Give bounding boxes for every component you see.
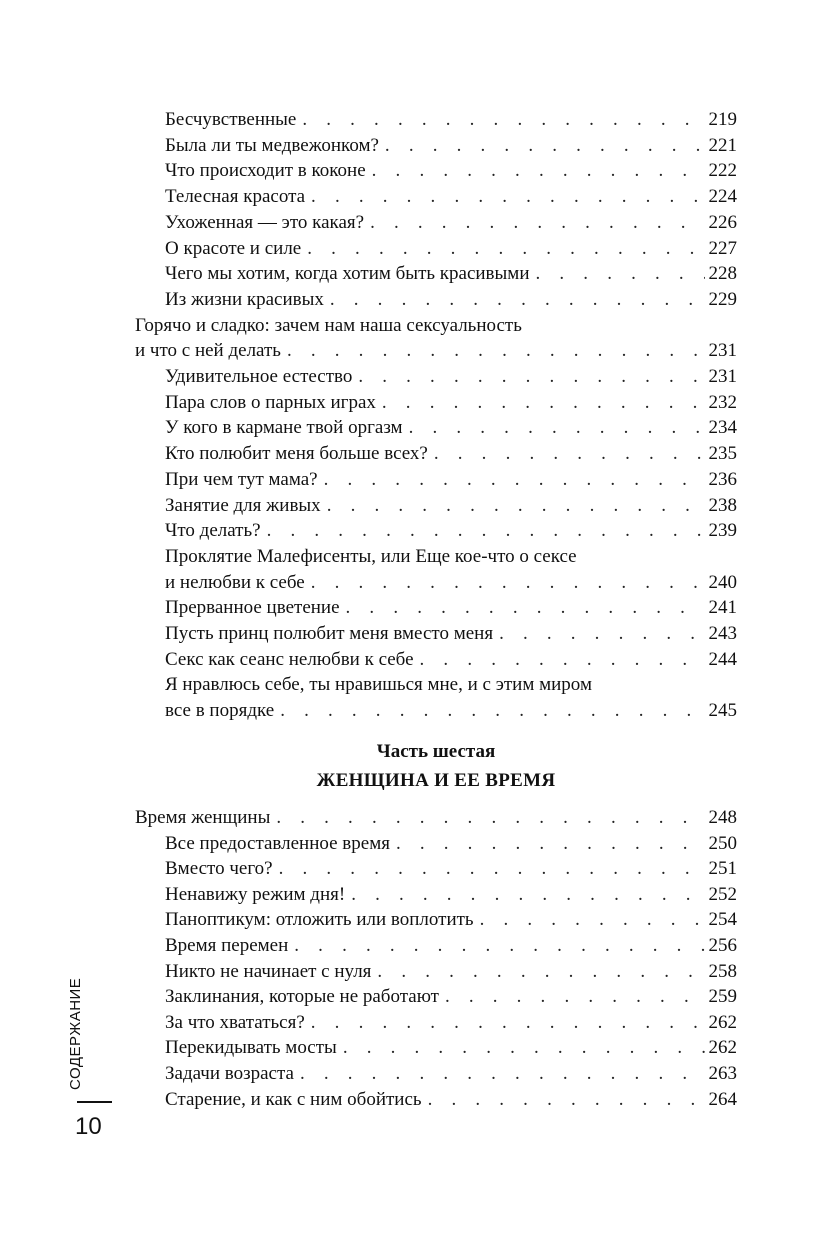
toc-entry[interactable] [165, 933, 737, 958]
toc-entry[interactable] [165, 236, 737, 261]
dot-leader [267, 518, 705, 543]
dot-leader [377, 959, 704, 984]
running-section-label: СОДЕРЖАНИЕ [67, 977, 84, 1090]
toc-entry-title: Пусть принц полюбит меня вместо меня [165, 623, 494, 644]
toc-entry-page: 221 [708, 134, 737, 156]
toc-entry-page: 239 [708, 520, 737, 542]
toc-entry-title: Все предоставленное время [165, 832, 390, 854]
toc-entry-title-line2: все в порядке [165, 700, 275, 722]
toc-chapter-entry[interactable] [135, 314, 737, 363]
toc-entry[interactable] [165, 441, 737, 466]
toc-entry-title: За что хвататься? [165, 1011, 305, 1033]
toc-entry-title: Удивительное естество [165, 366, 353, 387]
dot-leader [311, 184, 704, 209]
toc-entry-title-line2: и что с ней делать [135, 340, 281, 362]
dot-leader [294, 933, 704, 958]
dot-leader [445, 984, 705, 1009]
toc-entry[interactable] [165, 390, 737, 415]
toc-entry-title: У кого в кармане твой оргазм [165, 417, 403, 439]
toc-entry[interactable] [165, 831, 737, 856]
dot-leader [434, 441, 705, 466]
dot-leader [346, 595, 705, 620]
toc-entry[interactable] [165, 415, 737, 440]
toc-entry-page: 259 [708, 986, 737, 1008]
toc-entry-title: Что происходит в коконе [165, 160, 366, 182]
toc-entry-page: 263 [708, 1063, 737, 1084]
toc-entry-page: 245 [708, 700, 737, 722]
dot-leader [276, 805, 704, 830]
toc-entry-page: 219 [708, 109, 737, 130]
toc-entry-title: Кто полюбит меня больше всех? [165, 443, 428, 465]
toc-entry[interactable] [165, 1061, 737, 1086]
toc-entry-title: Паноптикум: отложить или воплотить [165, 909, 474, 931]
toc-entry-title: Секс как сеанс нелюбви к себе [165, 648, 414, 670]
toc-entry[interactable] [165, 261, 737, 286]
toc-entry-title: Заклинания, которые не работают [165, 986, 439, 1008]
toc-chapter-entry[interactable] [135, 805, 737, 830]
dot-leader [499, 621, 704, 646]
dot-leader [409, 415, 705, 440]
toc-entry-page: 258 [708, 960, 737, 982]
toc-entry-page: 241 [708, 597, 737, 619]
toc-entry-title: Время женщины [135, 807, 271, 828]
dot-leader [302, 107, 704, 132]
toc-entry-page: 236 [708, 468, 737, 490]
toc-entry[interactable] [165, 133, 737, 158]
toc-entry-title: Телесная красота [165, 186, 306, 208]
toc-entry[interactable] [165, 518, 737, 543]
toc-entry-title: Время перемен [165, 935, 289, 956]
footer-rule [77, 1101, 112, 1103]
toc-entry-title: Старение, и как с ним обойтись [165, 1088, 422, 1110]
toc-entry-title: Чего мы хотим, когда хотим быть красивыми [165, 263, 530, 285]
toc-entry-page: 250 [708, 832, 737, 854]
dot-leader [536, 261, 705, 286]
toc-entry-page: 262 [708, 1011, 737, 1033]
toc-entry-page: 228 [708, 263, 737, 285]
toc-entry-title: Перекидывать мосты [165, 1037, 337, 1059]
toc-entry-page: 234 [708, 417, 737, 439]
toc-entry[interactable] [165, 1035, 737, 1060]
dot-leader [279, 856, 705, 881]
toc-entry-page: 251 [708, 858, 737, 880]
toc-entry-title-line1: Я нравлюсь себе, ты нравишься мне, и с этим миром [165, 674, 592, 696]
toc-entry-page: 240 [708, 571, 737, 593]
toc-entry-title: Ухоженная — это какая? [165, 211, 365, 233]
toc-entry[interactable] [165, 545, 737, 595]
toc-entry-page: 226 [708, 211, 737, 233]
toc-entry[interactable] [165, 1010, 737, 1035]
toc-entry-page: 256 [708, 935, 737, 956]
toc-entry-title-line1: Проклятие Малефисенты, или Еще кое-что о сексе [165, 545, 577, 567]
toc-entry-page: 222 [708, 160, 737, 182]
toc-entry-title: Занятие для живых [165, 494, 321, 516]
toc-entry-title: Была ли ты медвежонком? [165, 134, 379, 156]
toc-entry[interactable] [165, 493, 737, 518]
toc-entry-title: Задачи возраста [165, 1063, 294, 1084]
toc-entry[interactable] [165, 287, 737, 312]
toc-entry-title: Вместо чего? [165, 858, 273, 880]
dot-leader [330, 287, 705, 312]
toc-entry[interactable] [165, 984, 737, 1009]
dot-leader [311, 1010, 705, 1035]
dot-leader [300, 1061, 705, 1086]
dot-leader [358, 364, 704, 389]
toc-entry-page: 252 [708, 883, 737, 905]
toc-entry-title: О красоте и силе [165, 237, 302, 259]
toc-entry-page: 254 [708, 909, 737, 931]
toc-entry[interactable] [165, 1087, 737, 1112]
dot-leader [480, 907, 705, 932]
dot-leader [428, 1087, 705, 1112]
toc-entry-page: 244 [708, 648, 737, 670]
toc-entry-title-line2: и нелюбви к себе [165, 571, 305, 593]
toc-entry[interactable] [165, 959, 737, 984]
toc-entry-title: Бесчувственные [165, 109, 297, 130]
toc-entry[interactable] [165, 184, 737, 209]
toc-entry-page: 231 [708, 340, 737, 362]
toc-entry[interactable] [165, 364, 737, 389]
toc-entry-page: 231 [708, 366, 737, 387]
toc-entry-title: Никто не начинает с нуля [165, 960, 372, 982]
toc-entry-title: При чем тут мама? [165, 468, 318, 490]
toc-entry[interactable] [165, 647, 737, 672]
toc-entry[interactable] [165, 210, 737, 235]
dot-leader [372, 158, 705, 183]
toc-entry[interactable] [165, 907, 737, 932]
toc-entry-page: 243 [708, 623, 737, 644]
toc-entry-title: Что делать? [165, 520, 261, 542]
toc-entry[interactable] [165, 674, 737, 723]
dot-leader [311, 570, 705, 595]
toc-entry-page: 229 [708, 288, 737, 310]
toc-entry-page: 227 [708, 237, 737, 259]
toc-entry-title: Ненавижу режим дня! [165, 883, 346, 905]
dot-leader [396, 831, 705, 856]
dot-leader [343, 1035, 705, 1060]
toc-entry-page: 262 [708, 1037, 737, 1059]
dot-leader [420, 647, 705, 672]
toc-entry-page: 248 [708, 807, 737, 828]
toc-entry-page: 232 [708, 391, 737, 413]
dot-leader [287, 338, 705, 363]
toc-entry-page: 238 [708, 494, 737, 516]
dot-leader [327, 493, 705, 518]
toc-entry-title-line1: Горячо и сладко: зачем нам наша сексуальность [135, 314, 522, 336]
toc-entry[interactable] [165, 621, 737, 646]
toc-entry-title: Прерванное цветение [165, 597, 340, 619]
toc-entry[interactable] [165, 107, 737, 132]
part-label: Часть шестая [376, 741, 496, 762]
dot-leader [382, 390, 705, 415]
dot-leader [385, 133, 705, 158]
toc-entry[interactable] [165, 467, 737, 492]
toc-entry-title: Из жизни красивых [165, 288, 324, 310]
toc-entry[interactable] [165, 595, 737, 620]
toc-entry-title: Пара слов о парных играх [165, 391, 376, 413]
toc-entry-page: 264 [708, 1088, 737, 1110]
toc-entry-page: 235 [708, 443, 737, 465]
dot-leader [280, 698, 704, 723]
dot-leader [324, 467, 705, 492]
part-title: ЖЕНЩИНА И ЕЕ ВРЕМЯ [316, 770, 556, 791]
toc-entry[interactable] [165, 882, 737, 907]
toc-entry-page: 224 [708, 186, 737, 208]
page-number: 10 [75, 1113, 102, 1140]
dot-leader [351, 882, 704, 907]
toc-entry[interactable] [165, 856, 737, 881]
dot-leader [370, 210, 704, 235]
toc-entry[interactable] [165, 158, 737, 183]
dot-leader [307, 236, 704, 261]
